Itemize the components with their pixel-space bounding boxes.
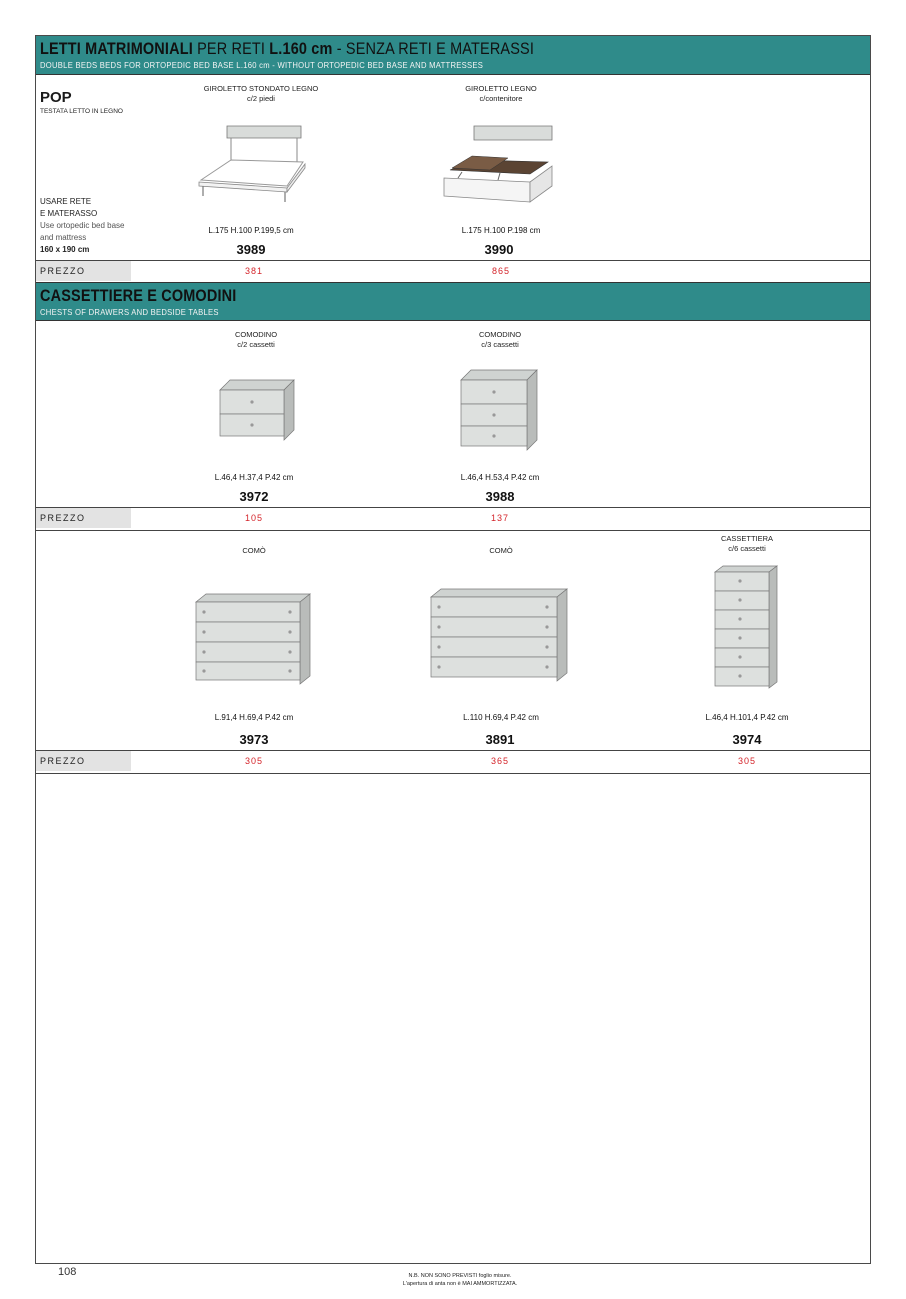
model-name: POP bbox=[40, 89, 72, 106]
product-bed-3989[interactable]: GIROLETTO STONDATO LEGNO c/2 piedi bbox=[203, 84, 319, 103]
price-row bbox=[36, 508, 870, 528]
bed-frame-image bbox=[191, 124, 311, 204]
product-code: 3989 bbox=[236, 242, 266, 257]
dimensions: L.110 H.69,4 P.42 cm bbox=[463, 713, 539, 722]
product-dresser-3891[interactable]: COMÒ bbox=[489, 546, 513, 555]
dimensions: L.46,4 H.101,4 P.42 cm bbox=[705, 713, 789, 722]
section-title: CASSETTIERE E COMODINI bbox=[40, 286, 237, 305]
bed-model-info bbox=[40, 89, 140, 115]
storage-bed-image bbox=[438, 124, 558, 204]
nightstand-2-drawers-image bbox=[218, 378, 298, 444]
wide-dresser-image bbox=[429, 587, 569, 687]
footer-note-2: L'apertura di anta non è MAI AMMORTIZZATA. bbox=[402, 1281, 518, 1287]
dimensions: L.46,4 H.37,4 P.42 cm bbox=[214, 473, 294, 482]
bed-usage-note: USARE RETE E MATERASSO Use ortopedic bed base and mattress 160 x 190 cm bbox=[40, 196, 140, 256]
product-code: 3973 bbox=[239, 732, 269, 747]
tall-chest-image bbox=[713, 564, 779, 692]
price-3974: 305 bbox=[737, 756, 757, 766]
product-dresser-3973[interactable]: COMÒ bbox=[242, 546, 266, 555]
page-number: 108 bbox=[58, 1266, 77, 1278]
dresser-image bbox=[194, 592, 312, 688]
product-chest-3974[interactable]: CASSETTIERA c/6 cassetti bbox=[720, 534, 774, 553]
product-code: 3974 bbox=[732, 732, 762, 747]
product-code: 3972 bbox=[239, 489, 269, 504]
price-3973: 305 bbox=[244, 756, 264, 766]
product-code: 3990 bbox=[484, 242, 514, 257]
price-3891: 365 bbox=[490, 756, 510, 766]
section-subtitle: DOUBLE BEDS BEDS FOR ORTOPEDIC BED BASE L.160 cm - WITHOUT ORTOPEDIC BED BASE AND MATTRESSES bbox=[40, 60, 484, 70]
bed-size: 160 x 190 cm bbox=[40, 245, 90, 254]
footer-note-1: N.B. NON SONO PREVISTI foglio misure. bbox=[408, 1273, 512, 1279]
divider bbox=[36, 530, 870, 531]
catalog-frame bbox=[35, 35, 871, 1264]
price-3972: 105 bbox=[244, 513, 264, 523]
divider bbox=[36, 773, 870, 774]
price-label: PREZZO bbox=[36, 751, 131, 771]
headboard-label: TESTATA LETTO IN LEGNO bbox=[40, 108, 123, 115]
dimensions: L.175 H.100 P.198 cm bbox=[461, 226, 541, 235]
product-code: 3891 bbox=[485, 732, 515, 747]
price-label: PREZZO bbox=[36, 508, 131, 528]
section-header-beds bbox=[36, 36, 870, 75]
product-code: 3988 bbox=[485, 489, 515, 504]
section-header-drawers bbox=[36, 282, 870, 321]
price-3989: 381 bbox=[244, 266, 264, 276]
product-bed-3990[interactable]: GIROLETTO LEGNO c/contenitore bbox=[465, 84, 537, 103]
product-nightstand-3988[interactable]: COMODINO c/3 cassetti bbox=[478, 330, 522, 349]
price-row bbox=[36, 261, 870, 281]
section-title: LETTI MATRIMONIALI PER RETI L.160 cm - SENZA RETI E MATERASSI bbox=[40, 39, 535, 58]
price-3988: 137 bbox=[490, 513, 510, 523]
product-nightstand-3972[interactable]: COMODINO c/2 cassetti bbox=[234, 330, 278, 349]
price-row bbox=[36, 751, 870, 771]
price-label: PREZZO bbox=[36, 261, 131, 281]
price-3990: 865 bbox=[491, 266, 511, 276]
section-subtitle: CHESTS OF DRAWERS AND BEDSIDE TABLES bbox=[40, 307, 219, 317]
dimensions: L.46,4 H.53,4 P.42 cm bbox=[460, 473, 540, 482]
nightstand-3-drawers-image bbox=[459, 368, 541, 454]
dimensions: L.175 H.100 P.199,5 cm bbox=[208, 226, 294, 235]
dimensions: L.91,4 H.69,4 P.42 cm bbox=[214, 713, 294, 722]
